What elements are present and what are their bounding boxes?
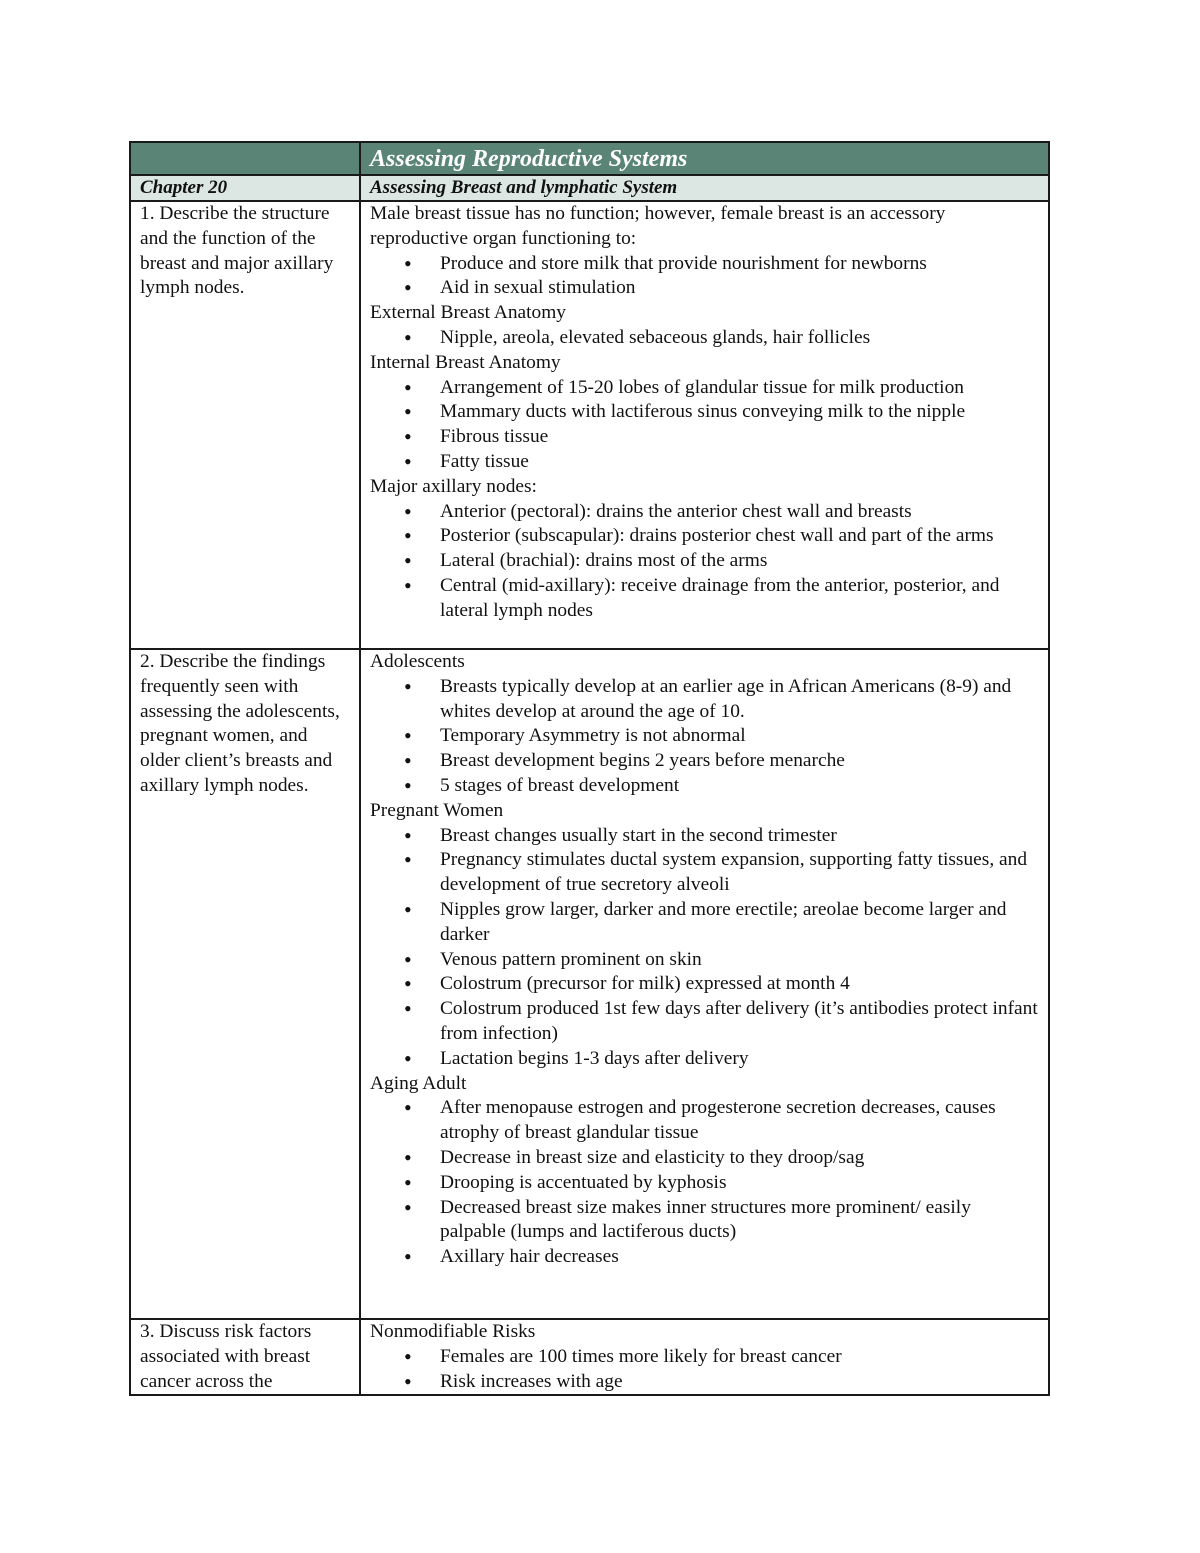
bullet-item: • Central (mid-axillary): receive drainage from the anterior, posterior, and lateral lymph nodes <box>440 574 1039 624</box>
bullet-list <box>370 1345 1039 1395</box>
bullet-item: • Drooping is accentuated by kyphosis <box>440 1171 1039 1196</box>
table-row <box>130 1319 1049 1395</box>
bullet-item: • Posterior (subscapular): drains posterior chest wall and part of the arms <box>440 524 1039 549</box>
bullet-item: • Breasts typically develop at an earlier age in African Americans (8-9) and whites develop at around the age of 10. <box>440 675 1039 725</box>
section-label: Assessing Breast and lymphatic System <box>360 175 1049 201</box>
question-cell: 3. Discuss risk factors associated with breast cancer across the <box>130 1319 360 1395</box>
bullet-list <box>370 326 1039 351</box>
bullet-item: • Decreased breast size makes inner structures more prominent/ easily palpable (lumps and lactiferous ducts) <box>440 1196 1039 1246</box>
table-row <box>130 201 1049 649</box>
bullet-list <box>370 824 1039 1072</box>
bullet-item: • Lateral (brachial): drains most of the arms <box>440 549 1039 574</box>
answer-heading: Internal Breast Anatomy <box>370 351 561 373</box>
bullet-item: • Breast development begins 2 years before menarche <box>440 749 1039 774</box>
bullet-item: • Decrease in breast size and elasticity to they droop/sag <box>440 1146 1039 1171</box>
bullet-list <box>370 1096 1039 1270</box>
answer-heading: Pregnant Women <box>370 799 504 821</box>
bullet-item: • Axillary hair decreases <box>440 1245 1039 1270</box>
answer-cell <box>360 1319 1049 1395</box>
bullet-item: • Anterior (pectoral): drains the anterior chest wall and breasts <box>440 500 1039 525</box>
bullet-list <box>370 675 1039 799</box>
chapter-label: Chapter 20 <box>130 175 360 201</box>
bullet-item: • Fatty tissue <box>440 450 1039 475</box>
answer-heading: External Breast Anatomy <box>370 302 567 324</box>
bullet-item: • Nipples grow larger, darker and more erectile; areolae become larger and darker <box>440 898 1039 948</box>
answer-heading: Male breast tissue has no function; however, female breast is an accessory reproductive organ functioning to: <box>370 203 946 249</box>
bullet-item: • Produce and store milk that provide nourishment for newborns <box>440 252 1039 277</box>
study-guide-table <box>129 141 1050 1396</box>
answer-heading: Aging Adult <box>370 1072 467 1094</box>
question-cell: 1. Describe the structure and the function of the breast and major axillary lymph nodes. <box>130 201 360 649</box>
bullet-item: • Arrangement of 15-20 lobes of glandular tissue for milk production <box>440 376 1039 401</box>
answer-heading: Adolescents <box>370 651 465 672</box>
table-title-row <box>130 142 1049 175</box>
title-cell <box>360 142 1049 175</box>
bullet-item: • 5 stages of breast development <box>440 774 1039 799</box>
bullet-item: • Temporary Asymmetry is not abnormal <box>440 724 1039 749</box>
title-blank-cell <box>130 142 360 175</box>
bullet-item: • Colostrum produced 1st few days after delivery (it’s antibodies protect infant from infection) <box>440 997 1039 1047</box>
answer-cell <box>360 649 1049 1319</box>
table-row <box>130 649 1049 1319</box>
bullet-item: • After menopause estrogen and progesterone secretion decreases, causes atrophy of breast glandular tissue <box>440 1096 1039 1146</box>
bullet-item: • Colostrum (precursor for milk) expressed at month 4 <box>440 972 1039 997</box>
bullet-item: • Mammary ducts with lactiferous sinus conveying milk to the nipple <box>440 400 1039 425</box>
bullet-item: • Pregnancy stimulates ductal system expansion, supporting fatty tissues, and development of true secretory alveoli <box>440 848 1039 898</box>
answer-heading: Nonmodifiable Risks <box>370 1321 536 1342</box>
document-title: Assessing Reproductive Systems <box>370 146 688 172</box>
answer-heading: Major axillary nodes: <box>370 475 537 497</box>
bullet-item: • Fibrous tissue <box>440 425 1039 450</box>
bullet-list <box>370 376 1039 475</box>
answer-cell <box>360 201 1049 649</box>
bullet-item: • Breast changes usually start in the second trimester <box>440 824 1039 849</box>
bullet-item: • Risk increases with age <box>440 1370 1039 1395</box>
bullet-item: • Females are 100 times more likely for breast cancer <box>440 1345 1039 1370</box>
bullet-item: • Venous pattern prominent on skin <box>440 948 1039 973</box>
bullet-list <box>370 500 1039 624</box>
table-subheader-row <box>130 175 1049 201</box>
bullet-item: • Nipple, areola, elevated sebaceous glands, hair follicles <box>440 326 1039 351</box>
bullet-item: • Aid in sexual stimulation <box>440 276 1039 301</box>
question-cell: 2. Describe the findings frequently seen with assessing the adolescents, pregnant women, and older client’s breasts and axillary lymph nodes. <box>130 649 360 1319</box>
bullet-list <box>370 252 1039 302</box>
bullet-item: • Lactation begins 1-3 days after delivery <box>440 1047 1039 1072</box>
